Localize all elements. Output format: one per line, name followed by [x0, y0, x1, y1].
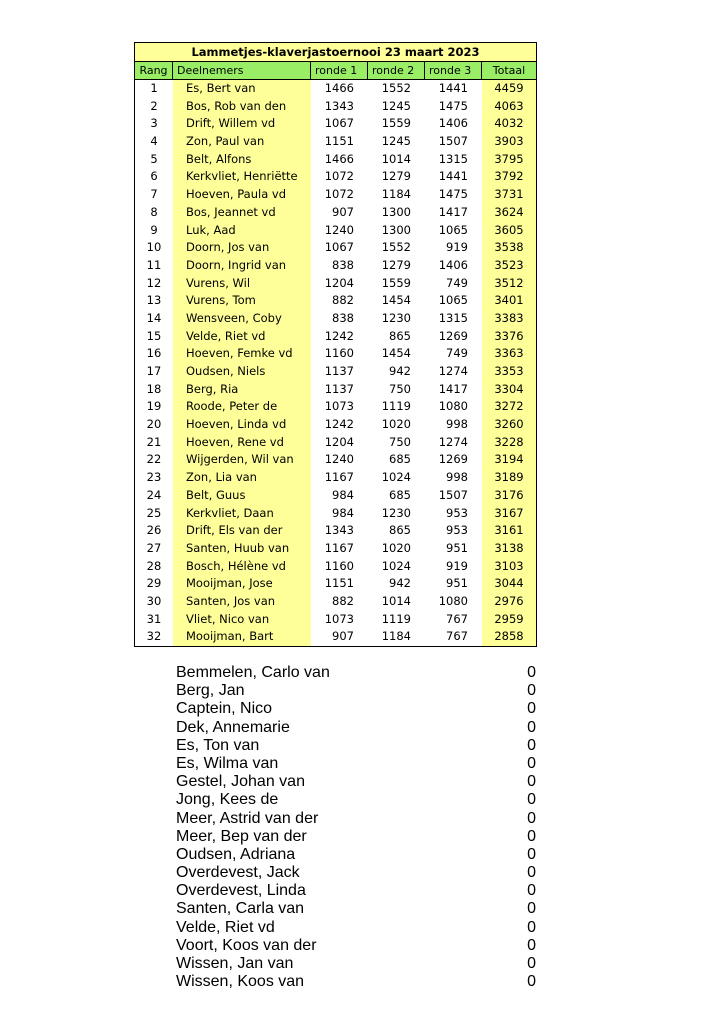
list-item [176, 846, 536, 864]
round-1-cell: 1466 [324, 151, 354, 166]
round-3-cell: 1441 [438, 169, 468, 184]
participant-name-cell: Vliet, Nico van [173, 611, 311, 629]
round-3-cell: 998 [446, 417, 468, 432]
round-3-cell: 1475 [438, 187, 468, 202]
participant-name: Overdevest, Jack [176, 864, 300, 882]
round-1-cell: 1167 [324, 540, 354, 555]
participant-score: 0 [527, 754, 536, 772]
participant-name: Gestel, Johan van [176, 773, 305, 791]
list-item [176, 955, 536, 973]
round-2-cell: 1020 [381, 540, 411, 555]
round-3-cell: 1080 [438, 593, 468, 608]
participant-name-cell: Hoeven, Femke vd [173, 345, 311, 363]
participant-name-cell: Wensveen, Coby [173, 310, 311, 328]
list-item [176, 919, 536, 937]
table-row [135, 416, 536, 434]
participant-name: Meer, Astrid van der [176, 809, 319, 827]
list-item [176, 719, 536, 737]
total-cell: 3260 [482, 416, 536, 434]
rank-cell: 26 [146, 523, 162, 538]
round-2-cell: 1024 [381, 470, 411, 485]
rank-cell: 12 [146, 275, 162, 290]
round-1-cell: 838 [332, 257, 354, 272]
round-2-cell: 1014 [381, 151, 411, 166]
participant-name: Velde, Riet vd [176, 918, 275, 936]
round-3-cell: 1417 [438, 381, 468, 396]
participant-score: 0 [527, 700, 536, 718]
round-2-cell: 1279 [381, 257, 411, 272]
rank-cell: 5 [150, 151, 158, 166]
total-cell: 3376 [482, 328, 536, 346]
table-row [135, 434, 536, 452]
rank-cell: 9 [150, 222, 158, 237]
participant-name-cell: Berg, Ria [173, 381, 311, 399]
round-2-cell: 1184 [381, 187, 411, 202]
round-3-cell: 1274 [438, 364, 468, 378]
table-row [135, 186, 536, 204]
round-2-cell: 1559 [381, 275, 411, 290]
participant-name-cell: Belt, Guus [173, 487, 311, 505]
round-1-cell: 838 [332, 310, 354, 325]
round-1-cell: 1073 [324, 399, 354, 414]
table-row [135, 98, 536, 116]
table-row [135, 310, 536, 328]
participant-name: Dek, Annemarie [176, 718, 290, 736]
participant-score: 0 [527, 918, 536, 936]
participant-score: 0 [527, 718, 536, 736]
rank-cell: 19 [146, 399, 162, 414]
participant-score: 0 [527, 955, 536, 972]
round-1-cell: 1343 [324, 98, 354, 113]
round-3-cell: 1065 [438, 293, 468, 308]
table-row [135, 505, 536, 523]
rank-cell: 16 [146, 346, 162, 361]
table-row [135, 540, 536, 558]
participant-name: Berg, Jan [176, 682, 245, 700]
participant-name-cell: Vurens, Tom [173, 292, 311, 310]
round-1-cell: 1343 [324, 523, 354, 538]
round-1-cell: 1240 [324, 452, 354, 467]
list-item [176, 755, 536, 773]
round-1-cell: 1242 [324, 417, 354, 432]
participant-name-cell: Kerkvliet, Henriëtte [173, 168, 311, 186]
rank-cell: 27 [146, 540, 162, 555]
round-1-cell: 1072 [324, 187, 354, 202]
round-3-cell: 1080 [438, 399, 468, 414]
round-2-cell: 942 [389, 576, 411, 591]
round-1-cell: 1151 [324, 134, 354, 149]
round-1-cell: 1137 [324, 364, 354, 378]
round-2-cell: 750 [389, 381, 411, 396]
participant-name-cell: Hoeven, Paula vd [173, 186, 311, 204]
total-cell: 2959 [482, 611, 536, 629]
round-3-cell: 749 [446, 346, 468, 361]
table-row [135, 451, 536, 469]
table-row [135, 239, 536, 257]
round-1-cell: 907 [332, 204, 354, 219]
rank-cell: 15 [146, 328, 162, 343]
round-3-cell: 1417 [438, 204, 468, 219]
total-cell: 3103 [482, 558, 536, 576]
round-1-cell: 1160 [324, 346, 354, 361]
round-3-cell: 951 [446, 540, 468, 555]
rank-cell: 24 [146, 487, 162, 502]
round-2-cell: 1454 [381, 346, 411, 361]
participant-name-cell: Hoeven, Linda vd [173, 416, 311, 434]
participant-name: Jong, Kees de [176, 791, 279, 809]
participant-score: 0 [527, 736, 536, 754]
round-3-cell: 1406 [438, 116, 468, 131]
round-1-cell: 882 [332, 593, 354, 608]
participant-name-cell: Velde, Riet vd [173, 328, 311, 346]
rank-cell: 2 [150, 98, 158, 113]
table-row [135, 611, 536, 629]
table-row [135, 593, 536, 611]
round-1-cell: 1240 [324, 222, 354, 237]
participant-name-cell: Drift, Els van der [173, 522, 311, 540]
header-round-3: ronde 3 [425, 62, 482, 79]
participant-score: 0 [527, 773, 536, 791]
extra-participants-list [176, 664, 536, 991]
list-item [176, 882, 536, 900]
table-row [135, 487, 536, 505]
participant-name: Captein, Nico [176, 700, 273, 718]
participant-name: Voort, Koos van der [176, 936, 317, 954]
rank-cell: 1 [150, 81, 158, 95]
round-3-cell: 953 [446, 523, 468, 538]
participant-name: Bemmelen, Carlo van [176, 664, 330, 681]
total-cell: 4032 [482, 115, 536, 133]
table-row [135, 575, 536, 593]
round-1-cell: 1151 [324, 576, 354, 591]
total-cell: 3401 [482, 292, 536, 310]
rank-cell: 13 [146, 293, 162, 308]
round-2-cell: 865 [389, 328, 411, 343]
total-cell: 3624 [482, 204, 536, 222]
list-item [176, 682, 536, 700]
round-2-cell: 1245 [381, 134, 411, 149]
participant-name: Es, Wilma van [176, 754, 279, 772]
total-cell: 3044 [482, 575, 536, 593]
round-3-cell: 1475 [438, 98, 468, 113]
participant-name: Es, Ton van [176, 736, 260, 754]
round-1-cell: 1167 [324, 470, 354, 485]
list-item [176, 828, 536, 846]
round-3-cell: 919 [446, 558, 468, 573]
round-2-cell: 1119 [381, 611, 411, 626]
round-2-cell: 685 [389, 487, 411, 502]
total-cell: 3228 [482, 434, 536, 452]
participant-score: 0 [527, 827, 536, 845]
total-cell: 3523 [482, 257, 536, 275]
header-total: Totaal [492, 64, 526, 77]
list-item [176, 900, 536, 918]
score-table [134, 42, 537, 647]
list-item [176, 664, 536, 682]
participant-name-cell: Bos, Rob van den [173, 98, 311, 116]
table-row [135, 151, 536, 169]
list-item [176, 810, 536, 828]
round-2-cell: 1279 [381, 169, 411, 184]
participant-name-cell: Kerkvliet, Daan [173, 505, 311, 523]
rank-cell: 32 [146, 629, 162, 644]
round-1-cell: 1466 [324, 81, 354, 95]
participant-name-cell: Luk, Aad [173, 222, 311, 240]
rank-cell: 11 [146, 257, 162, 272]
round-3-cell: 1315 [438, 310, 468, 325]
total-cell: 3161 [482, 522, 536, 540]
participant-name-cell: Santen, Jos van [173, 593, 311, 611]
total-cell: 3189 [482, 469, 536, 487]
round-3-cell: 1507 [438, 487, 468, 502]
total-cell: 3512 [482, 275, 536, 293]
participant-name-cell: Bos, Jeannet vd [173, 204, 311, 222]
total-cell: 3605 [482, 222, 536, 240]
list-item [176, 737, 536, 755]
round-3-cell: 951 [446, 576, 468, 591]
rank-cell: 7 [150, 187, 158, 202]
round-3-cell: 767 [446, 611, 468, 626]
total-cell: 4063 [482, 98, 536, 116]
participant-name: Overdevest, Linda [176, 882, 306, 900]
list-item [176, 973, 536, 991]
table-row [135, 398, 536, 416]
table-row [135, 381, 536, 399]
round-3-cell: 1507 [438, 134, 468, 149]
table-row [135, 522, 536, 540]
participant-name-cell: Drift, Willem vd [173, 115, 311, 133]
total-cell: 3167 [482, 505, 536, 523]
round-1-cell: 882 [332, 293, 354, 308]
header-rank: Rang [135, 62, 173, 79]
participant-name-cell: Hoeven, Rene vd [173, 434, 311, 452]
table-row [135, 257, 536, 275]
round-2-cell: 685 [389, 452, 411, 467]
total-cell: 4459 [482, 80, 536, 98]
participant-score: 0 [527, 809, 536, 827]
total-cell: 3792 [482, 168, 536, 186]
participant-name: Wissen, Koos van [176, 973, 305, 991]
round-3-cell: 1269 [438, 452, 468, 467]
round-1-cell: 1204 [324, 275, 354, 290]
participant-name-cell: Mooijman, Bart [173, 628, 311, 646]
total-cell: 3304 [482, 381, 536, 399]
round-1-cell: 984 [332, 487, 354, 502]
total-cell: 3138 [482, 540, 536, 558]
participant-score: 0 [527, 900, 536, 918]
round-1-cell: 907 [332, 629, 354, 644]
participant-name: Meer, Bep van der [176, 827, 307, 845]
total-cell: 3795 [482, 151, 536, 169]
list-item [176, 773, 536, 791]
participant-name-cell: Wijgerden, Wil van [173, 451, 311, 469]
round-2-cell: 750 [389, 434, 411, 449]
rank-cell: 3 [150, 116, 158, 131]
rank-cell: 29 [146, 576, 162, 591]
header-participants: Deelnemers [173, 62, 311, 79]
list-item [176, 937, 536, 955]
list-item [176, 864, 536, 882]
total-cell: 2858 [482, 628, 536, 646]
table-row [135, 328, 536, 346]
round-2-cell: 1552 [381, 240, 411, 255]
round-1-cell: 1160 [324, 558, 354, 573]
round-3-cell: 1441 [438, 81, 468, 95]
table-title: Lammetjes-klaverjastoernooi 23 maart 2023 [135, 43, 536, 62]
round-1-cell: 1067 [324, 240, 354, 255]
round-2-cell: 1300 [381, 204, 411, 219]
table-row [135, 292, 536, 310]
rank-cell: 4 [150, 134, 158, 149]
header-row [135, 62, 536, 80]
round-3-cell: 1315 [438, 151, 468, 166]
participant-score: 0 [527, 664, 536, 681]
participant-name-cell: Santen, Huub van [173, 540, 311, 558]
participant-score: 0 [527, 864, 536, 882]
total-cell: 3903 [482, 133, 536, 151]
table-row [135, 80, 536, 98]
list-item [176, 700, 536, 718]
participant-name-cell: Belt, Alfons [173, 151, 311, 169]
round-2-cell: 1300 [381, 222, 411, 237]
round-2-cell: 1230 [381, 505, 411, 520]
table-row [135, 363, 536, 381]
round-2-cell: 942 [389, 364, 411, 378]
total-cell: 3383 [482, 310, 536, 328]
round-1-cell: 1204 [324, 434, 354, 449]
round-3-cell: 1274 [438, 434, 468, 449]
total-cell: 3538 [482, 239, 536, 257]
round-3-cell: 1065 [438, 222, 468, 237]
round-1-cell: 1137 [324, 381, 354, 396]
rank-cell: 8 [150, 204, 158, 219]
round-3-cell: 767 [446, 629, 468, 644]
participant-score: 0 [527, 682, 536, 700]
participant-score: 0 [527, 973, 536, 991]
participant-name-cell: Vurens, Wil [173, 275, 311, 293]
round-3-cell: 1269 [438, 328, 468, 343]
table-body [135, 80, 536, 646]
round-1-cell: 1067 [324, 116, 354, 131]
participant-name-cell: Mooijman, Jose [173, 575, 311, 593]
participant-score: 0 [527, 936, 536, 954]
participant-name: Wissen, Jan van [176, 955, 294, 972]
participant-name-cell: Roode, Peter de [173, 398, 311, 416]
participant-score: 0 [527, 882, 536, 900]
round-2-cell: 1230 [381, 310, 411, 325]
round-2-cell: 1024 [381, 558, 411, 573]
table-row [135, 133, 536, 151]
rank-cell: 10 [146, 240, 162, 255]
participant-name-cell: Zon, Lia van [173, 469, 311, 487]
participant-name: Oudsen, Adriana [176, 845, 296, 863]
round-3-cell: 953 [446, 505, 468, 520]
header-round-1: ronde 1 [311, 62, 368, 79]
round-2-cell: 1119 [381, 399, 411, 414]
round-3-cell: 1406 [438, 257, 468, 272]
total-cell: 2976 [482, 593, 536, 611]
rank-cell: 20 [146, 417, 162, 432]
round-2-cell: 1014 [381, 593, 411, 608]
rank-cell: 18 [146, 381, 162, 396]
round-2-cell: 865 [389, 523, 411, 538]
rank-cell: 30 [146, 593, 162, 608]
total-cell: 3731 [482, 186, 536, 204]
total-cell: 3194 [482, 451, 536, 469]
round-2-cell: 1454 [381, 293, 411, 308]
participant-score: 0 [527, 791, 536, 809]
table-row [135, 222, 536, 240]
participant-score: 0 [527, 845, 536, 863]
rank-cell: 17 [146, 364, 162, 378]
table-row [135, 628, 536, 646]
round-3-cell: 998 [446, 470, 468, 485]
participant-name-cell: Zon, Paul van [173, 133, 311, 151]
round-1-cell: 1242 [324, 328, 354, 343]
rank-cell: 23 [146, 470, 162, 485]
rank-cell: 14 [146, 310, 162, 325]
table-row [135, 115, 536, 133]
rank-cell: 22 [146, 452, 162, 467]
rank-cell: 28 [146, 558, 162, 573]
table-row [135, 345, 536, 363]
table-row [135, 204, 536, 222]
list-item [176, 791, 536, 809]
participant-name-cell: Doorn, Ingrid van [173, 257, 311, 275]
table-row [135, 168, 536, 186]
total-cell: 3272 [482, 398, 536, 416]
round-1-cell: 1073 [324, 611, 354, 626]
rank-cell: 31 [146, 611, 162, 626]
participant-name-cell: Es, Bert van [173, 80, 311, 98]
rank-cell: 21 [146, 434, 162, 449]
total-cell: 3363 [482, 345, 536, 363]
round-1-cell: 984 [332, 505, 354, 520]
participant-name: Santen, Carla van [176, 900, 305, 918]
rank-cell: 6 [150, 169, 158, 184]
header-round-2: ronde 2 [368, 62, 425, 79]
round-2-cell: 1552 [381, 81, 411, 95]
round-3-cell: 919 [446, 240, 468, 255]
round-2-cell: 1184 [381, 629, 411, 644]
total-cell: 3353 [482, 363, 536, 381]
round-1-cell: 1072 [324, 169, 354, 184]
table-row [135, 275, 536, 293]
round-2-cell: 1020 [381, 417, 411, 432]
table-row [135, 469, 536, 487]
round-2-cell: 1559 [381, 116, 411, 131]
round-3-cell: 749 [446, 275, 468, 290]
participant-name-cell: Oudsen, Niels [173, 363, 311, 381]
rank-cell: 25 [146, 505, 162, 520]
participant-name-cell: Doorn, Jos van [173, 239, 311, 257]
participant-name-cell: Bosch, Hélène vd [173, 558, 311, 576]
total-cell: 3176 [482, 487, 536, 505]
round-2-cell: 1245 [381, 98, 411, 113]
table-row [135, 558, 536, 576]
